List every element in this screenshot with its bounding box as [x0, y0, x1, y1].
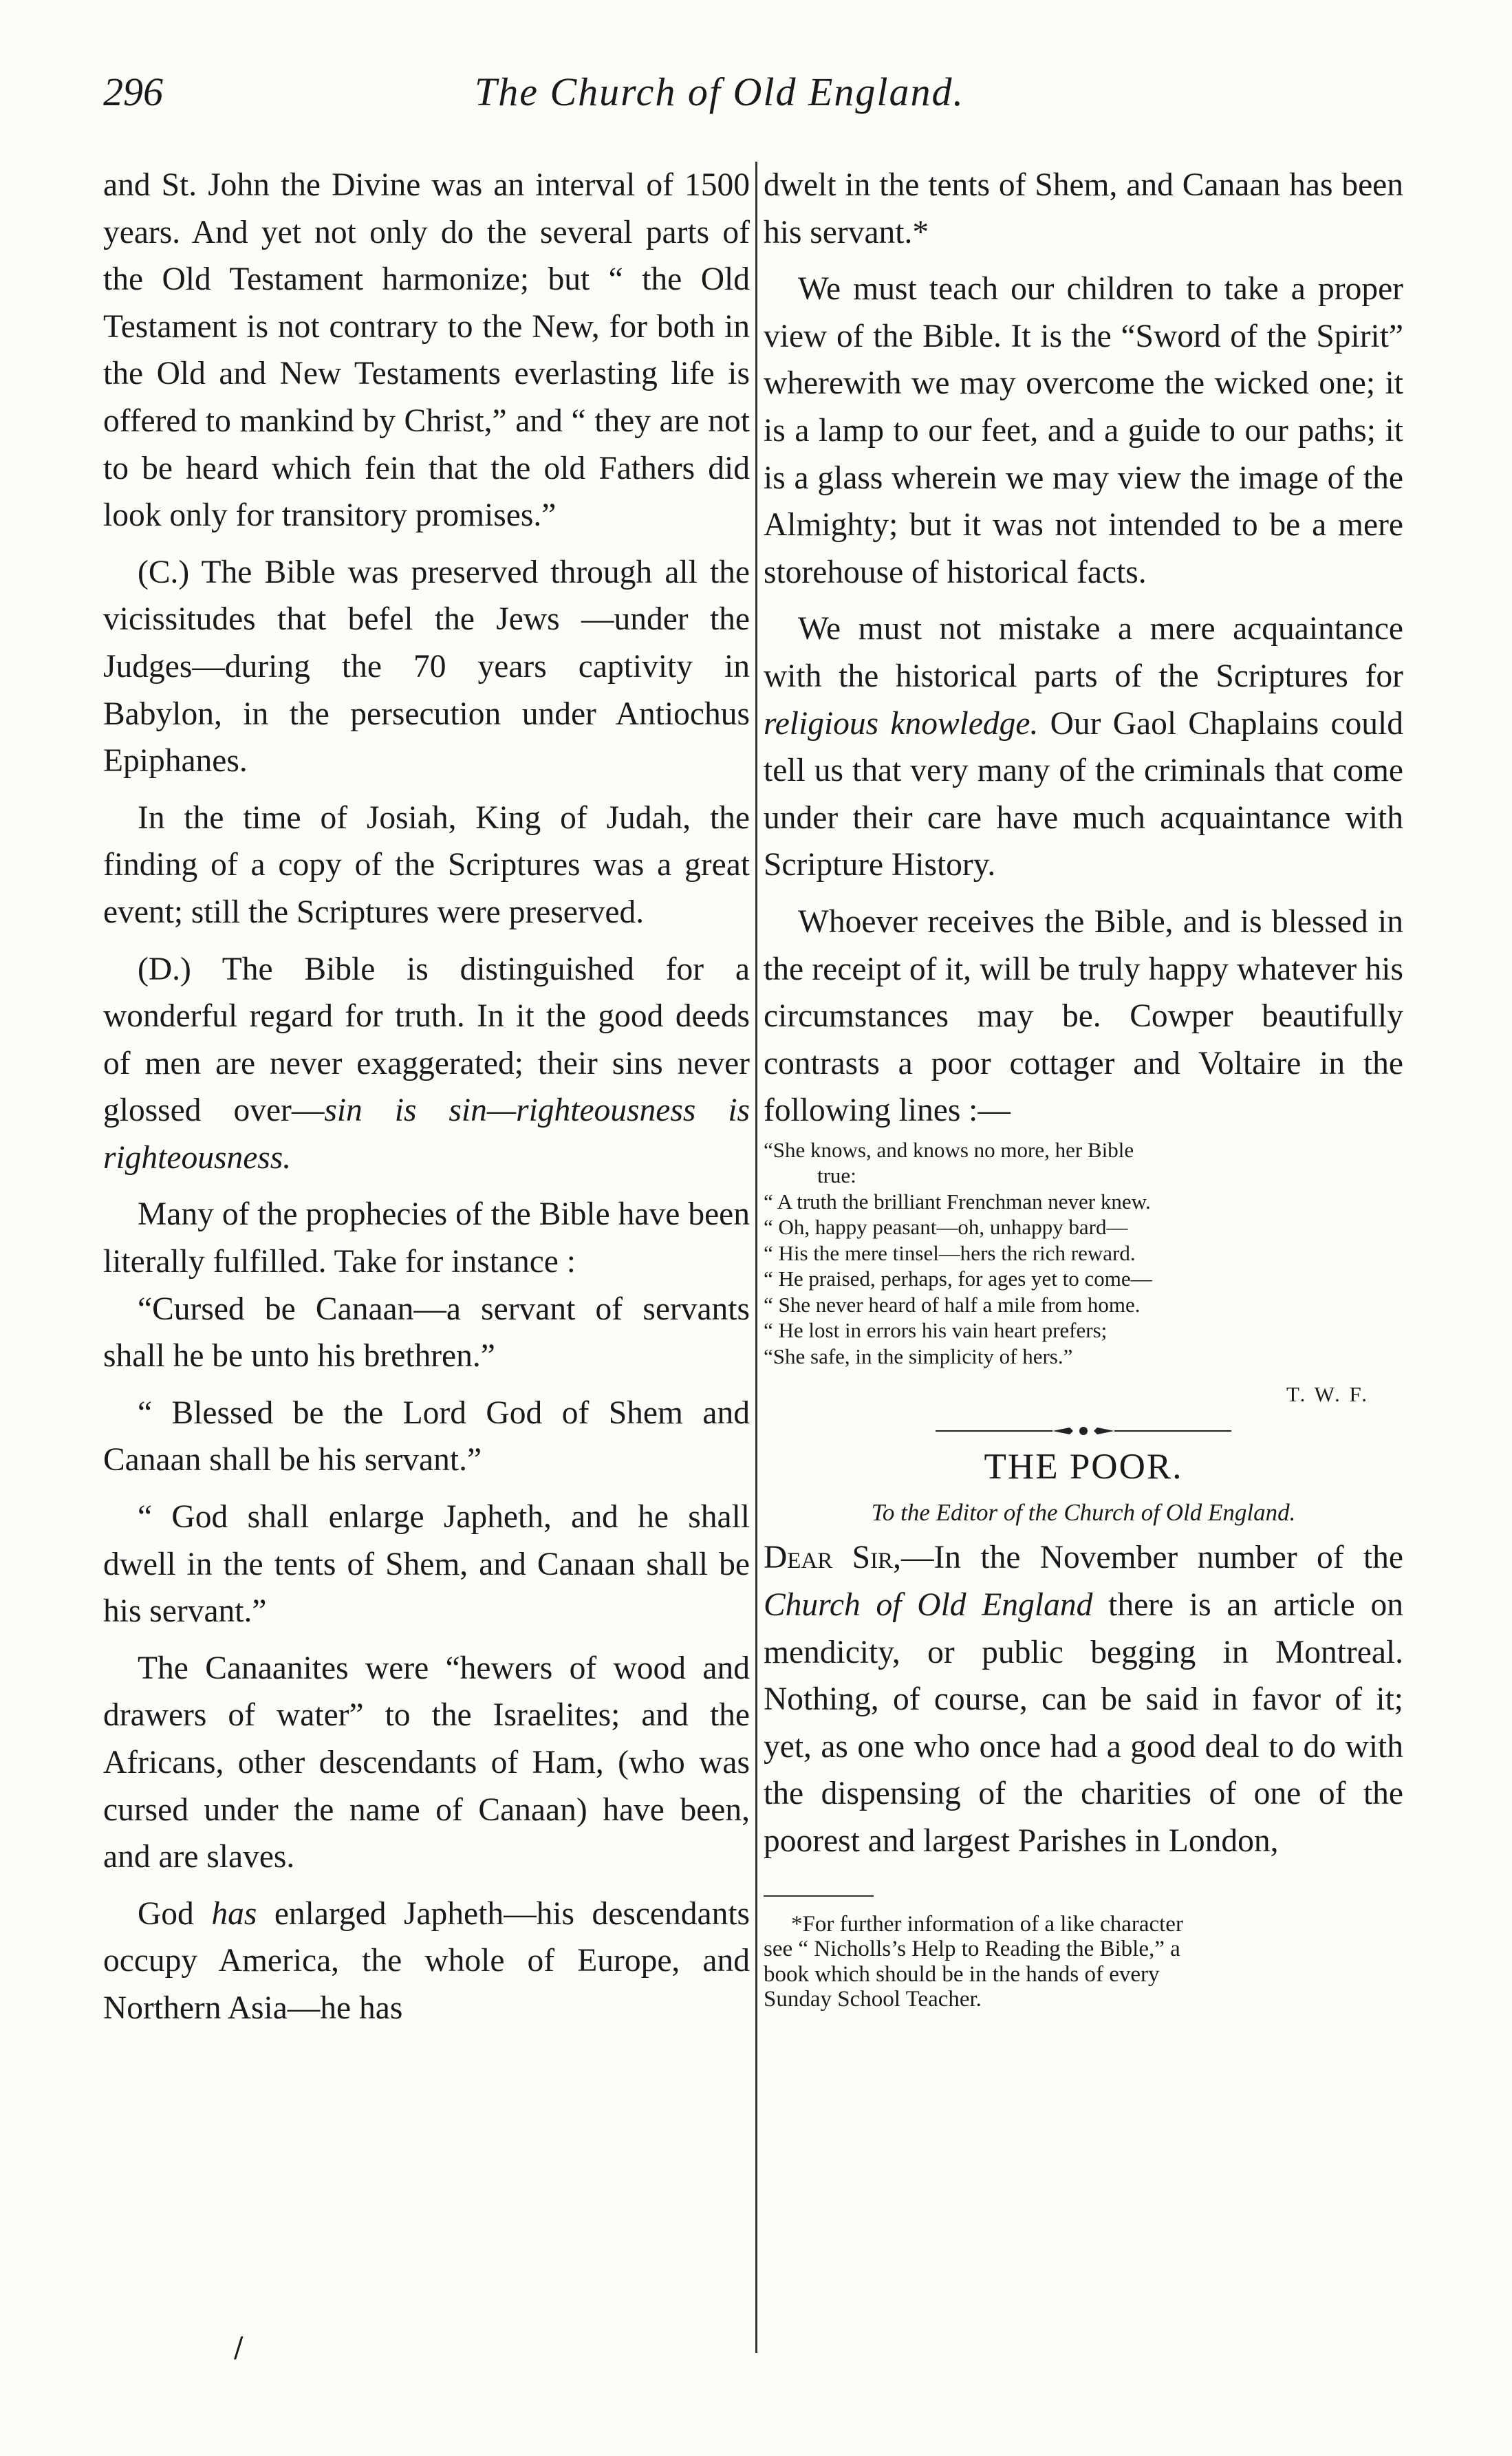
paragraph: In the time of Josiah, King of Judah, the finding of a copy of the Scriptures was a great event; still the Scriptures were preserved. [103, 799, 750, 930]
footnote-line: *For further information of a like character [791, 1911, 1183, 1937]
signature: T. W. F. [1286, 1382, 1369, 1407]
section-ornament [764, 1424, 1403, 1438]
ornament-rule [936, 1424, 1231, 1438]
paragraph-text: (D.) The Bible is distinguished for a wonderful regard for truth. In it the good deeds of men are never exaggerated; their sins never glossed over— [103, 951, 750, 1129]
left-column [103, 162, 750, 2032]
footnote-line: book which should be in the hands of every [764, 1961, 1160, 1987]
poem-line: “ She never heard of half a mile from home. [764, 1292, 1141, 1317]
poem [764, 1137, 1403, 1370]
paragraph [764, 605, 1403, 889]
poem-line: “ He praised, perhaps, for ages yet to come— [764, 1267, 1152, 1291]
poem-line: “ He lost in errors his vain heart prefers; [764, 1318, 1108, 1343]
poem-line: true: [817, 1163, 856, 1188]
paragraph: and St. John the Divine was an interval of 1500 years. And yet not only do the several parts of the Old Testament harmonize; but “ the Old Testament is not contrary to the New, for both in the Old and New Testaments everlasting life is offered to mankind by Christ,” and “ they are not to be heard which fein that the old Fathers did look only for transitory promises.” [103, 167, 750, 534]
quotation: “Cursed be Canaan—a servant of servants shall he be unto his brethren.” [103, 1291, 750, 1375]
footnote [764, 1912, 1403, 2012]
page-header [103, 69, 1410, 131]
paragraph-text: there is an article on mendicity, or public begging in Montreal. Nothing, of course, can be said in favor of it; yet, as one who once had a good deal to do with the dispensing of the charities of one of the poorest and largest Parishes in London, [764, 1586, 1403, 1859]
paragraph: We must teach our children to take a proper view of the Bible. It is the “Sword of the Spirit” wherewith we may overcome the wicked one; it is a lamp to our feet, and a guide to our paths; it is a glass wherein we may view the image of the Almighty; but it was not intended to be a mere storehouse of historical facts. [764, 271, 1403, 590]
poem-line: “ Oh, happy peasant—oh, unhappy bard— [764, 1215, 1128, 1240]
paragraph: Many of the prophecies of the Bible have been literally fulfilled. Take for instance : [103, 1196, 750, 1280]
footnote-line: Sunday School Teacher. [764, 1987, 982, 2012]
italic-title: Church of Old England [764, 1586, 1093, 1623]
running-title: The Church of Old England. [475, 69, 965, 114]
paragraph-text: Our Gaol Chaplains could tell us that very many of the criminals that come under their care have much acquaintance with Scripture History. [764, 705, 1403, 883]
footnote-line: see “ Nicholls’s Help to Reading the Bible,” a [764, 1937, 1180, 1962]
italic-phrase: sin is sin—righteousness is righteousness. [103, 1092, 750, 1176]
salutation: Dear Sir, [764, 1540, 901, 1576]
paragraph-text: God [138, 1895, 212, 1932]
paragraph: (C.) The Bible was preserved through all the vicissitudes that befel the Jews —under the Judges—during the 70 years captivity in Babylon, in the persecution under Antiochus Epiphanes. [103, 554, 750, 779]
poem-line: “She knows, and knows no more, her Bible [764, 1137, 1134, 1162]
letter-paragraph [764, 1534, 1403, 1864]
subheading: To the Editor of the Church of Old England. [871, 1499, 1296, 1527]
paragraph [103, 1891, 750, 2032]
italic-phrase: religious knowledge. [764, 705, 1039, 742]
column-divider [755, 162, 757, 2353]
paragraph [103, 946, 750, 1182]
right-column [764, 162, 1403, 2012]
footnote-rule [764, 1895, 874, 1897]
paragraph: The Canaanites were “hewers of wood and drawers of water” to the Israelites; and the Africans, other descendants of Ham, (who was cursed under the name of Canaan) have been, and are slaves. [103, 1650, 750, 1875]
quotation: “ God shall enlarge Japheth, and he shall dwell in the tents of Shem, and Canaan shall be his servant.” [103, 1499, 750, 1630]
italic-word: has [211, 1895, 257, 1932]
stray-mark: / [234, 2332, 244, 2364]
paragraph: dwelt in the tents of Shem, and Canaan has been his servant.* [764, 167, 1403, 250]
page-number: 296 [103, 69, 163, 114]
paragraph-text: We must not mistake a mere acquaintance with the historical parts of the Scriptures for [764, 611, 1403, 694]
poem-line: “She safe, in the simplicity of hers.” [764, 1344, 1073, 1368]
poem-line: “ A truth the brilliant Frenchman never knew. [764, 1189, 1151, 1214]
quotation: “ Blessed be the Lord God of Shem and Canaan shall be his servant.” [103, 1394, 750, 1478]
poem-line: “ His the mere tinsel—hers the rich reward. [764, 1240, 1136, 1265]
paragraph-text: enlarged Japheth—his descendants occupy America, the whole of Europe, and Northern Asia—he has [103, 1895, 750, 2026]
paragraph-text: —In the November number of the [900, 1540, 1403, 1576]
section-heading: THE POOR. [984, 1447, 1183, 1487]
paragraph: Whoever receives the Bible, and is blessed in the receipt of it, will be truly happy whatever his circumstances may be. Cowper beautifully contrasts a poor cottager and Voltaire in the following lines :— [764, 903, 1403, 1129]
